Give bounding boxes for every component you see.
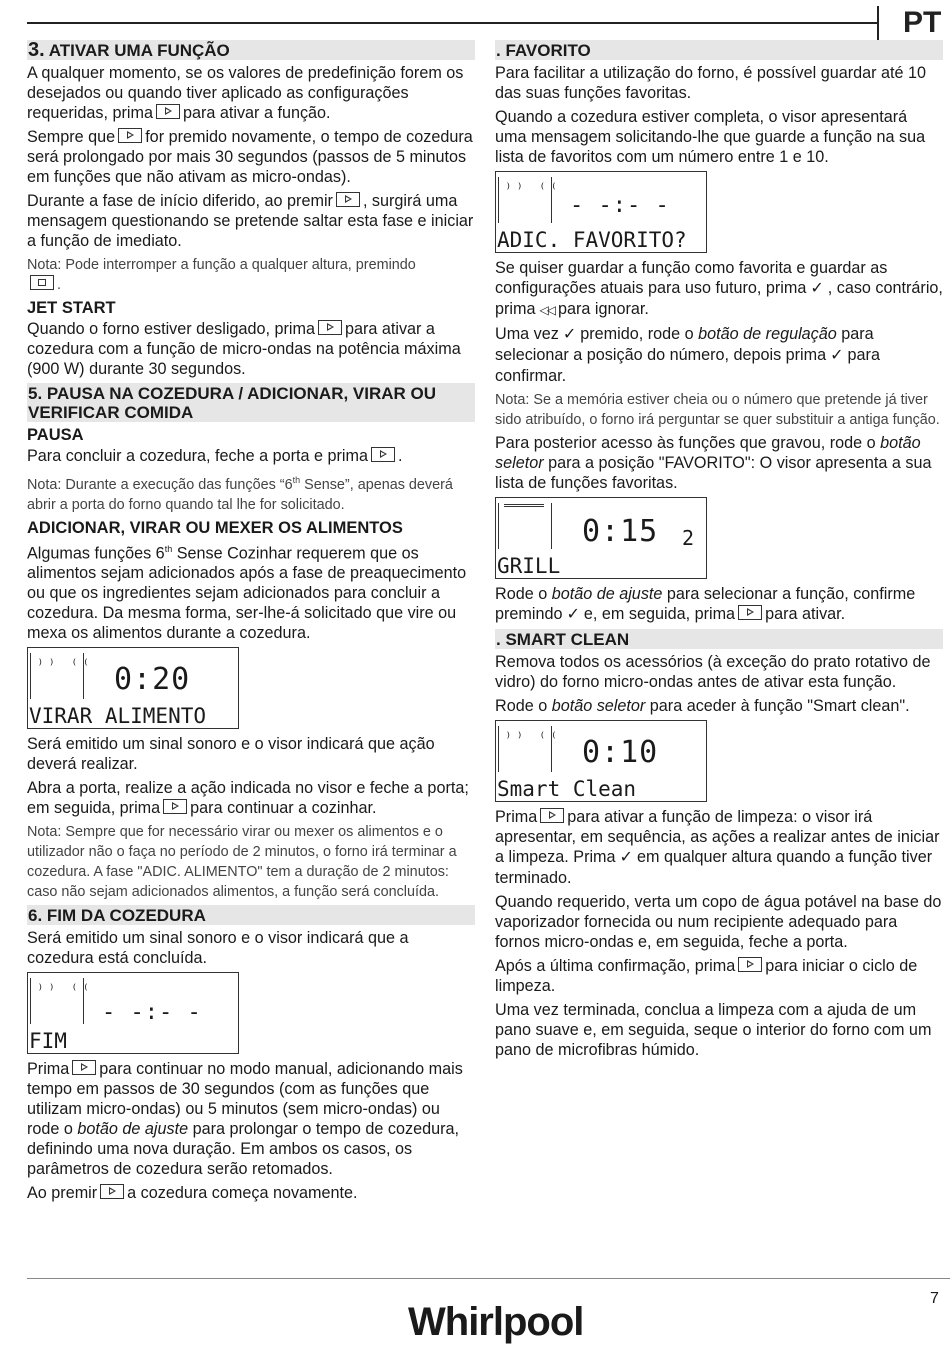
start-button-icon (738, 957, 762, 972)
back-icon: ◁◁ (539, 303, 554, 317)
right-column (495, 40, 943, 1064)
paragraph: Para concluir a cozedura, feche a porta e prima . (27, 447, 403, 465)
start-button-icon (336, 192, 360, 207)
note: Nota: Sempre que for necessário virar ou mexer os alimentos e o utilizador não o faça no período de 2 minutos, o forno irá terminar a cozedura. A fase "ADIC. ALIMENTO" tem a duração de 2 minutos: caso não sejam adicionados alimentos, a função será concluída. (27, 824, 457, 901)
paragraph: Ao premir a cozedura começa novamente. (27, 1184, 358, 1203)
start-button-icon (163, 799, 187, 814)
check-icon: ✓ (830, 347, 844, 364)
paragraph: Para facilitar a utilização do forno, é possível guardar até 10 das suas funções favoritas. (495, 64, 927, 102)
display-grill (495, 497, 707, 579)
header-rule (27, 22, 877, 24)
paragraph: Algumas funções 6th Sense Cozinhar requerem que os alimentos sejam adicionados após a fase de preaquecimento ou que os ingredientes sejam adicionados para concluir a cozedura. Da mesma forma, ser-lhe-á solicitado que vire ou mexa os alimentos durante a cozedura. (27, 543, 467, 643)
display-time: 0:10 (582, 735, 659, 770)
note: Nota: Se a memória estiver cheia ou o número que pretende já tiver sido atribuído, o forno irá perguntar se quer substituir a antiga função. (495, 392, 940, 428)
display-adic-favorito (495, 171, 707, 253)
paragraph: Para posterior acesso às funções que gravou, rode o botão seletor para a posição "FAVORITO": O visor apresenta a sua lista de funções favoritas. (495, 434, 932, 492)
display-message: VIRAR ALIMENTO (29, 704, 207, 729)
start-button-icon (738, 605, 762, 620)
paragraph: Remova todos os acessórios (à exceção do prato rotativo de vidro) do forno micro-ondas antes de ativar esta função. (495, 653, 931, 691)
favorito-heading: . FAVORITO (495, 40, 943, 60)
display-virar-alimento (27, 647, 239, 729)
grill-icon (504, 504, 544, 511)
note: Nota: Pode interromper a função a qualquer altura, premindo . (27, 257, 416, 293)
footer-rule (27, 1278, 950, 1279)
jet-start-heading: JET START (27, 299, 116, 317)
pausa-heading: PAUSA (27, 426, 84, 444)
stop-button-icon (30, 275, 54, 290)
display-message: ADIC. FAVORITO? (497, 228, 687, 252)
paragraph: Prima para ativar a função de limpeza: o visor irá apresentar, em sequência, as ações a realizar antes de iniciar a limpeza. Prima ✓ em qualquer altura quando a função tiver terminado. (495, 808, 940, 887)
start-button-icon (371, 447, 395, 462)
paragraph: Rode o botão seletor para aceder à função "Smart clean". (495, 697, 910, 715)
paragraph: Se quiser guardar a função como favorita e guardar as configurações atuais para uso futuro, prima ✓ , caso contrário, prima ◁◁ para ignorar. (495, 259, 943, 318)
paragraph: Abra a porta, realize a ação indicada no visor e feche a porta; em seguida, prima para continuar a cozinhar. (27, 779, 469, 818)
section-6-heading: 6. FIM DA COZEDURA (27, 905, 475, 925)
display-message: FIM (29, 1029, 67, 1054)
paragraph: Uma vez ✓ premido, rode o botão de regulação para selecionar a posição do número, depois prima ✓ para confirmar. (495, 325, 880, 385)
paragraph: Será emitido um sinal sonoro e o visor indicará que a cozedura está concluída. (27, 929, 409, 968)
check-icon: ✓ (810, 280, 824, 297)
paragraph: Quando requerido, verta um copo de água potável na base do vaporizador fornecida ou num recipiente adequado para fornos micro-ondas e, em seguida, feche a porta. (495, 893, 942, 951)
display-time: - -:- - (570, 193, 670, 218)
display-fim (27, 972, 239, 1054)
paragraph: Será emitido um sinal sonoro e o visor indicará que ação deverá realizar. (27, 735, 435, 774)
display-time: 0:15 (582, 514, 659, 549)
note: Nota: Durante a execução das funções “6th Sense”, apenas deverá abrir a porta do forno quando tal lhe for solicitado. (27, 475, 453, 513)
paragraph: A qualquer momento, se os valores de predefinição forem os desejados ou quando tiver aplicado as configurações requeridas, prima para ativar a função. (27, 64, 464, 122)
paragraph: Sempre que for premido novamente, o tempo de cozedura será prolongado por mais 30 segundos (passos de 5 minutos em funções que não ativam as micro-ondas). (27, 128, 473, 186)
steam-icon: ⁾⁾ ⁽⁽ (36, 657, 94, 674)
display-message: Smart Clean (497, 777, 637, 801)
check-icon: ✓ (562, 326, 577, 343)
check-icon: ✓ (566, 606, 580, 623)
paragraph: Prima para continuar no modo manual, adicionando mais tempo em passos de 30 segundos (com as funções que utilizam micro-ondas) ou 5 minutos (sem micro-ondas) ou rode o botão de ajuste para prolongar o tempo de cozedura, definindo uma nova duração. Em ambos os casos, os parâmetros de cozedura serão retomados. (27, 1060, 463, 1179)
start-button-icon (72, 1060, 96, 1075)
display-favorite-number: 2 (682, 526, 695, 550)
start-button-icon (540, 808, 564, 823)
steam-icon: ⁾⁾ ⁽⁽ (504, 730, 562, 746)
paragraph: Quando a cozedura estiver completa, o visor apresentará uma mensagem solicitando-lhe que guarde a função na sua lista de favoritos com um número entre 1 e 10. (495, 108, 926, 166)
display-smart-clean (495, 720, 707, 802)
start-button-icon (118, 128, 142, 143)
display-time: - -:- - (102, 1000, 202, 1026)
left-column (27, 40, 475, 1207)
page-number: 7 (930, 1290, 939, 1307)
steam-icon: ⁾⁾ ⁽⁽ (36, 982, 94, 999)
section-5-heading: 5. PAUSA NA COZEDURA / ADICIONAR, VIRAR OU VERIFICAR COMIDA (27, 383, 475, 422)
start-button-icon (156, 104, 180, 119)
paragraph: Quando o forno estiver desligado, prima para ativar a cozedura com a função de micro-ondas na potência máxima (900 W) durante 30 segundos. (27, 320, 461, 378)
display-message: GRILL (497, 554, 561, 578)
language-label: PT (903, 6, 942, 39)
display-time: 0:20 (114, 662, 191, 698)
paragraph: Uma vez terminada, conclua a limpeza com a ajuda de um pano suave e, em seguida, seque o interior do forno com um pano de microfibras húmido. (495, 1001, 932, 1059)
add-food-heading: ADICIONAR, VIRAR OU MEXER OS ALIMENTOS (27, 518, 403, 537)
paragraph: Rode o botão de ajuste para selecionar a função, confirme premindo ✓ e, em seguida, prima para ativar. (495, 585, 916, 623)
check-icon: ✓ (619, 849, 633, 866)
smart-clean-heading: . SMART CLEAN (495, 629, 943, 649)
start-button-icon (318, 320, 342, 335)
steam-icon: ⁾⁾ ⁽⁽ (504, 181, 562, 197)
start-button-icon (100, 1184, 124, 1199)
paragraph: Durante a fase de início diferido, ao premir , surgirá uma mensagem questionando se pretende saltar esta fase e iniciar a função de imediato. (27, 192, 474, 250)
paragraph: Após a última confirmação, prima para iniciar o ciclo de limpeza. (495, 957, 918, 995)
section-3-heading: 3. ATIVAR UMA FUNÇÃO (27, 40, 475, 60)
brand-logo: Whirlpool (408, 1300, 584, 1344)
